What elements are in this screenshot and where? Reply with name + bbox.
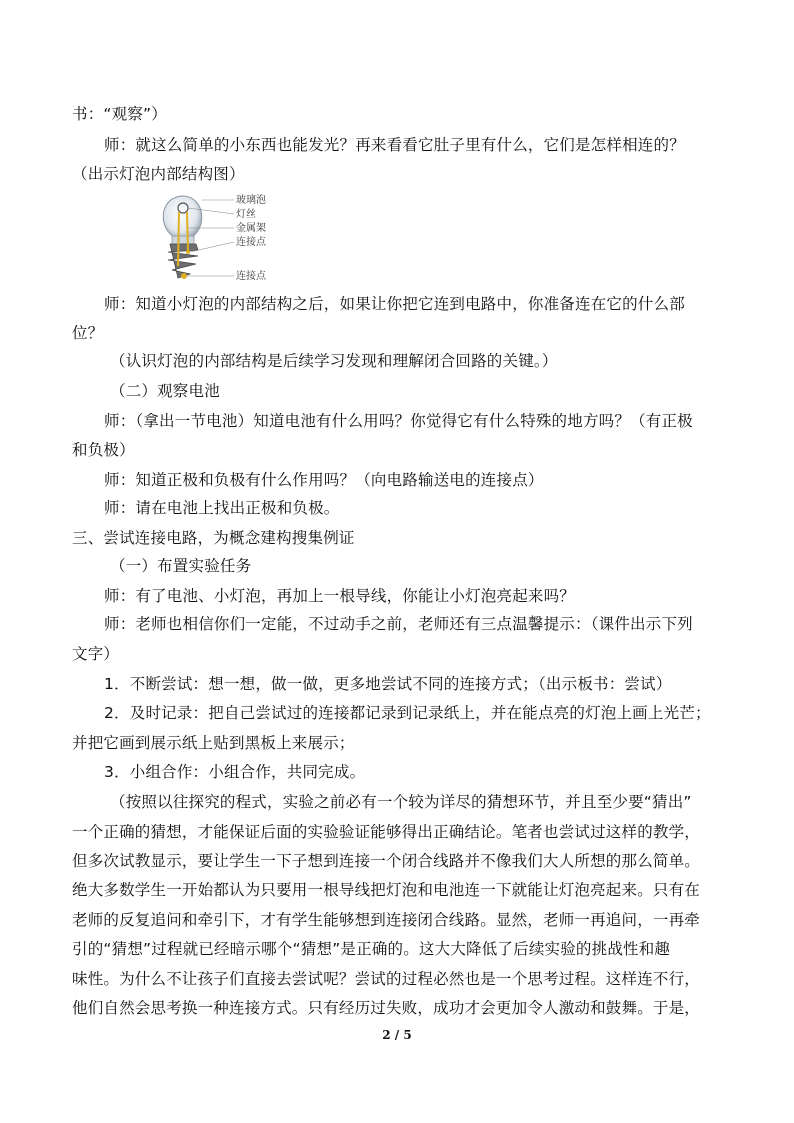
figure-label: 连接点: [236, 237, 266, 248]
figure-label: 玻璃泡: [236, 195, 266, 206]
bulb-neck: [172, 236, 194, 244]
figure-label: 连接点: [236, 271, 266, 280]
text-line: 师：老师也相信你们一定能，不过动手之前，老师还有三点温馨提示：（课件出示下列: [104, 615, 693, 633]
list-item: 3．小组合作：小组合作，共同完成。: [104, 763, 366, 781]
list-item: 2．及时记录：把自己尝试过的连接都记录到记录纸上，并在能点亮的灯泡上画上光芒；: [104, 704, 711, 722]
screw-base: [168, 244, 198, 278]
section-heading: （一）布置实验任务: [110, 557, 252, 575]
text-line: 位？: [72, 324, 104, 342]
text-line: 文字）: [72, 645, 120, 663]
text-line: （按照以往探究的程式，实验之前必有一个较为详尽的猜想环节，并且至少要“猜出”: [110, 793, 692, 811]
section-heading: 三、尝试连接电路，为概念建构搜集例证: [72, 529, 355, 547]
text-line: 师：（拿出一节电池）知道电池有什么用吗？你觉得它有什么特殊的地方吗？（有正极: [104, 412, 693, 430]
connection-point-side: [186, 250, 190, 254]
text-line: 绝大多数学生一开始都认为只要用一根导线把灯泡和电池连一下就能让灯泡亮起来。只有在: [72, 881, 701, 899]
text-line: （认识灯泡的内部结构是后续学习发现和理解闭合回路的关键。）: [110, 352, 558, 370]
list-item: 1．不断尝试：想一想，做一做，更多地尝试不同的连接方式；（出示板书：尝试）: [104, 675, 672, 693]
metal-frame-right: [187, 212, 188, 252]
page-number: 2 / 5: [382, 1028, 412, 1042]
text-line: 但多次试教显示，要让学生一下子想到连接一个闭合线路并不像我们大人所想的那么简单。: [72, 852, 701, 870]
text-line: 和负极）: [72, 441, 135, 459]
text-line: 一个正确的猜想，才能保证后面的实验验证能够得出正确结论。笔者也尝试过这样的教学，: [72, 823, 701, 841]
text-line: 师：就这么简单的小东西也能发光？再来看看它肚子里有什么，它们是怎样相连的？: [104, 136, 685, 154]
text-line: 味性。为什么不让孩子们直接去尝试呢？尝试的过程必然也是一个思考过程。这样连不行，: [72, 970, 701, 988]
text-line: 书：“观察”）: [72, 105, 167, 123]
text-line: 他们自然会思考换一种连接方式。只有经历过失败，成功才会更加令人激动和鼓舞。于是，: [72, 999, 701, 1017]
text-line: 师：知道小灯泡的内部结构之后，如果让你把它连到电路中，你准备连在它的什么部: [104, 295, 685, 313]
text-line: （出示灯泡内部结构图）: [72, 165, 245, 183]
text-line: 师：知道正极和负极有什么作用吗？（向电路输送电的连接点）: [104, 471, 544, 489]
figure-label: 金属架: [236, 223, 266, 234]
text-line: 老师的反复追问和牵引下，才有学生能够想到连接闭合线路。显然，老师一再追问，一再牵: [72, 911, 701, 929]
text-line: 师：有了电池、小灯泡，再加上一根导线，你能让小灯泡亮起来吗？: [104, 587, 576, 605]
text-line: 并把它画到展示纸上贴到黑板上来展示；: [72, 734, 355, 752]
text-line: 引的“猜想”过程就已经暗示哪个“猜想”是正确的。这大大降低了后续实验的挑战性和趣: [72, 940, 671, 958]
bulb-structure-diagram: [150, 190, 280, 280]
figure-label: 灯丝: [236, 209, 256, 220]
section-heading: （二）观察电池: [110, 382, 220, 400]
metal-frame-left: [178, 212, 179, 266]
text-line: 师：请在电池上找出正极和负极。: [104, 499, 340, 517]
